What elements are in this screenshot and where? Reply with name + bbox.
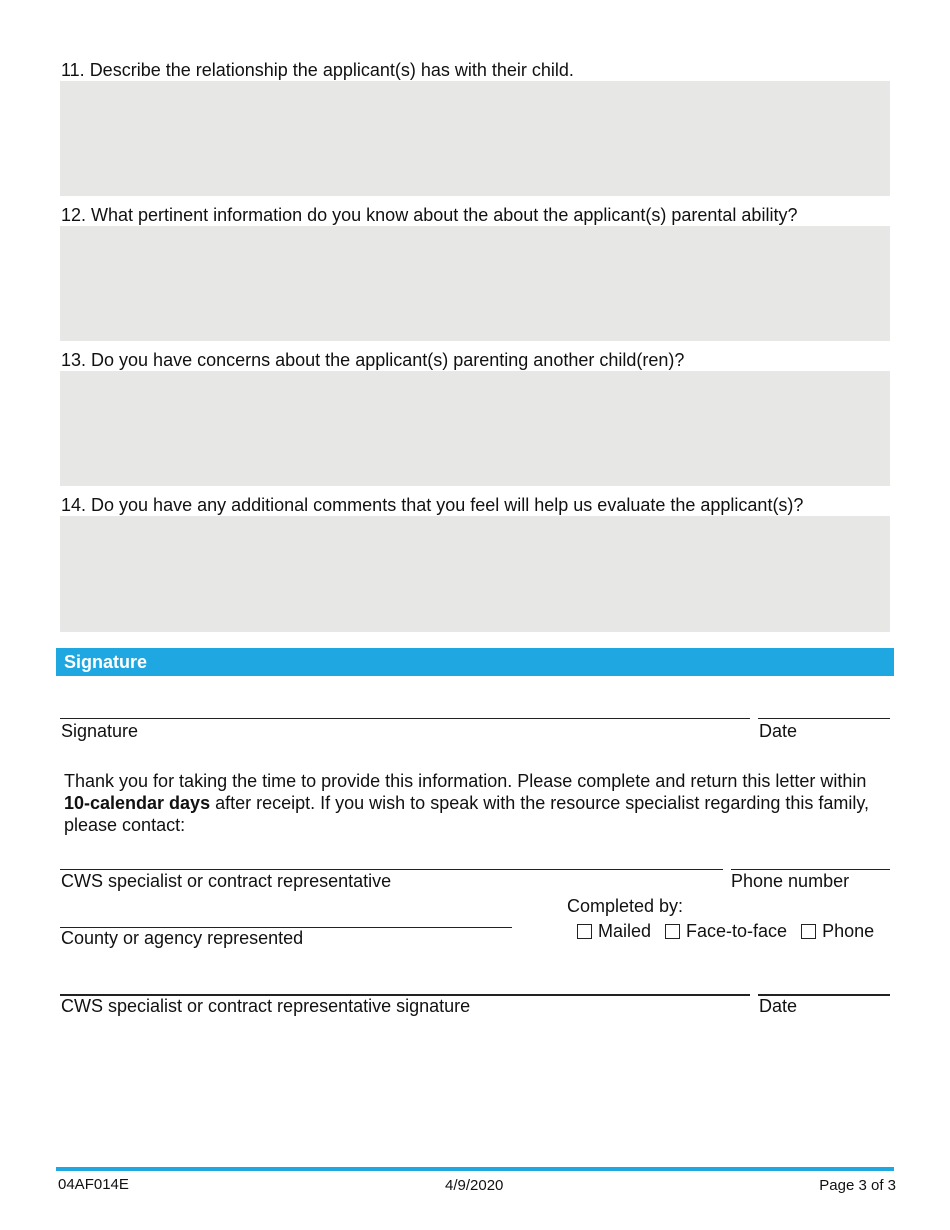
question-12-answer[interactable]	[60, 226, 890, 341]
specialist-label: CWS specialist or contract representative	[61, 871, 392, 891]
phone-option-label: Phone	[822, 921, 875, 941]
option-face-to-face[interactable]	[665, 920, 787, 942]
specialist-date-label: Date	[759, 996, 798, 1016]
question-11-answer[interactable]	[60, 81, 890, 196]
signature-label: Signature	[61, 721, 139, 741]
question-11-label: 11. Describe the relationship the applicant(s) has with their child.	[61, 60, 574, 80]
footer-rule	[56, 1167, 894, 1171]
mailed-label: Mailed	[598, 921, 652, 941]
footer-form-code: 04AF014E	[58, 1176, 129, 1193]
question-14-answer[interactable]	[60, 516, 890, 632]
phone-checkbox[interactable]	[801, 924, 816, 939]
signature-date-label: Date	[759, 721, 798, 741]
question-13-answer[interactable]	[60, 371, 890, 486]
question-13-label: 13. Do you have concerns about the applicant(s) parenting another child(ren)?	[61, 350, 685, 370]
thank-you-message	[64, 770, 874, 836]
completed-by-options	[577, 920, 874, 942]
message-text-part1: Thank you for taking the time to provide this information. Please complete and return this letter within	[64, 771, 867, 791]
footer-date: 4/9/2020	[445, 1177, 504, 1194]
phone-label: Phone number	[731, 871, 850, 891]
face-to-face-label: Face-to-face	[686, 921, 788, 941]
message-text-part2: after receipt. If you wish to speak with the resource specialist regarding this family, please contact:	[64, 793, 870, 835]
option-phone[interactable]	[801, 920, 874, 942]
mailed-checkbox[interactable]	[577, 924, 592, 939]
county-label: County or agency represented	[61, 928, 304, 948]
signature-line[interactable]	[60, 718, 750, 719]
signature-date-line[interactable]	[758, 718, 890, 719]
option-mailed[interactable]	[577, 920, 651, 942]
completed-by-label: Completed by:	[567, 896, 684, 916]
specialist-signature-label: CWS specialist or contract representative signature	[61, 996, 471, 1016]
question-14-label: 14. Do you have any additional comments that you feel will help us evaluate the applicant(s)?	[61, 495, 804, 515]
signature-section-header: Signature	[56, 648, 894, 676]
message-deadline: 10-calendar days	[64, 793, 211, 813]
question-12-label: 12. What pertinent information do you know about the about the applicant(s) parental ability?	[61, 205, 798, 225]
footer-page-number: Page 3 of 3	[819, 1177, 896, 1194]
face-to-face-checkbox[interactable]	[665, 924, 680, 939]
